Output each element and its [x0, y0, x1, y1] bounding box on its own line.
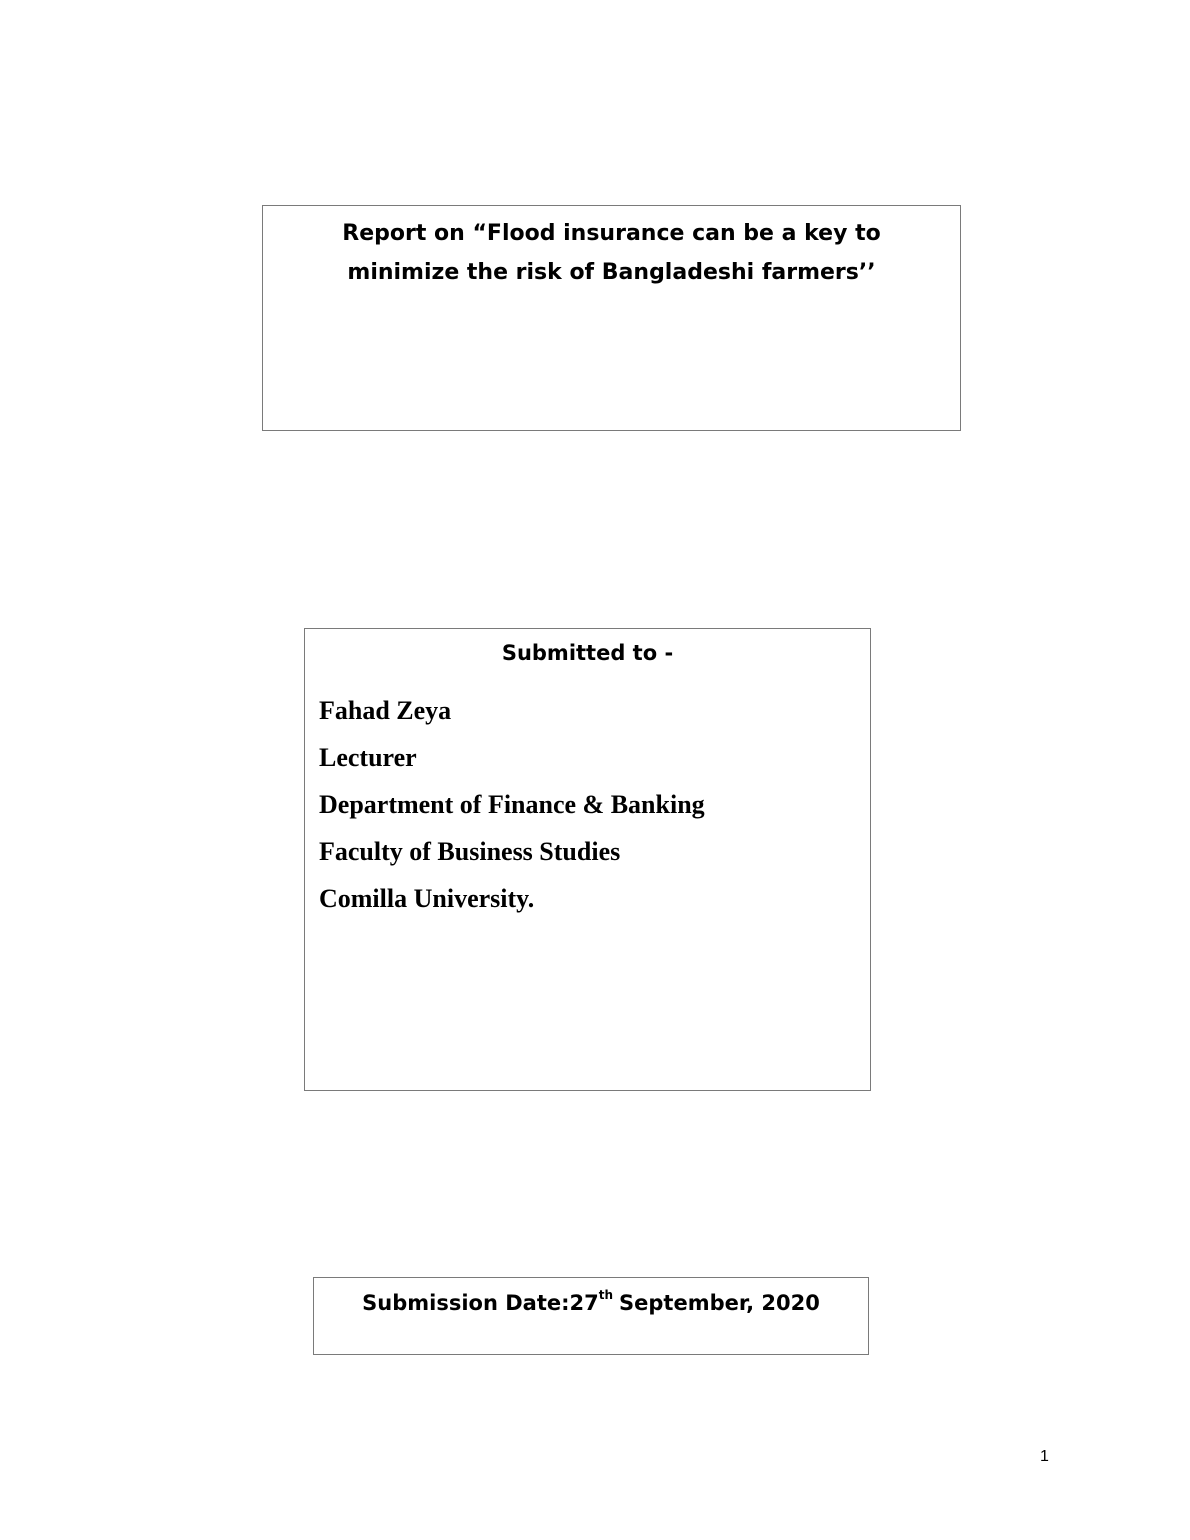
submitted-to-box — [304, 628, 871, 1091]
report-title-box — [262, 205, 961, 431]
recipient-university: Comilla University. — [319, 884, 535, 913]
submission-date-box — [313, 1277, 869, 1355]
page-number: 1 — [1040, 1448, 1049, 1465]
submission-date-day: 27 — [569, 1291, 599, 1315]
recipient-designation: Lecturer — [319, 743, 417, 772]
submission-date — [314, 1288, 868, 1315]
recipient-details — [319, 689, 705, 924]
submission-date-ordinal: th — [598, 1288, 614, 1302]
recipient-name: Fahad Zeya — [319, 696, 452, 725]
submission-date-month-year: September, 2020 — [619, 1291, 820, 1315]
submission-date-label: Submission Date: — [362, 1291, 570, 1315]
recipient-faculty: Faculty of Business Studies — [319, 837, 621, 866]
report-title: Report on “Flood insurance can be a key to minimize the risk of Bangladeshi farmers’’ — [342, 221, 881, 285]
submitted-to-heading: Submitted to - — [501, 641, 674, 665]
recipient-department: Department of Finance & Banking — [319, 790, 705, 819]
